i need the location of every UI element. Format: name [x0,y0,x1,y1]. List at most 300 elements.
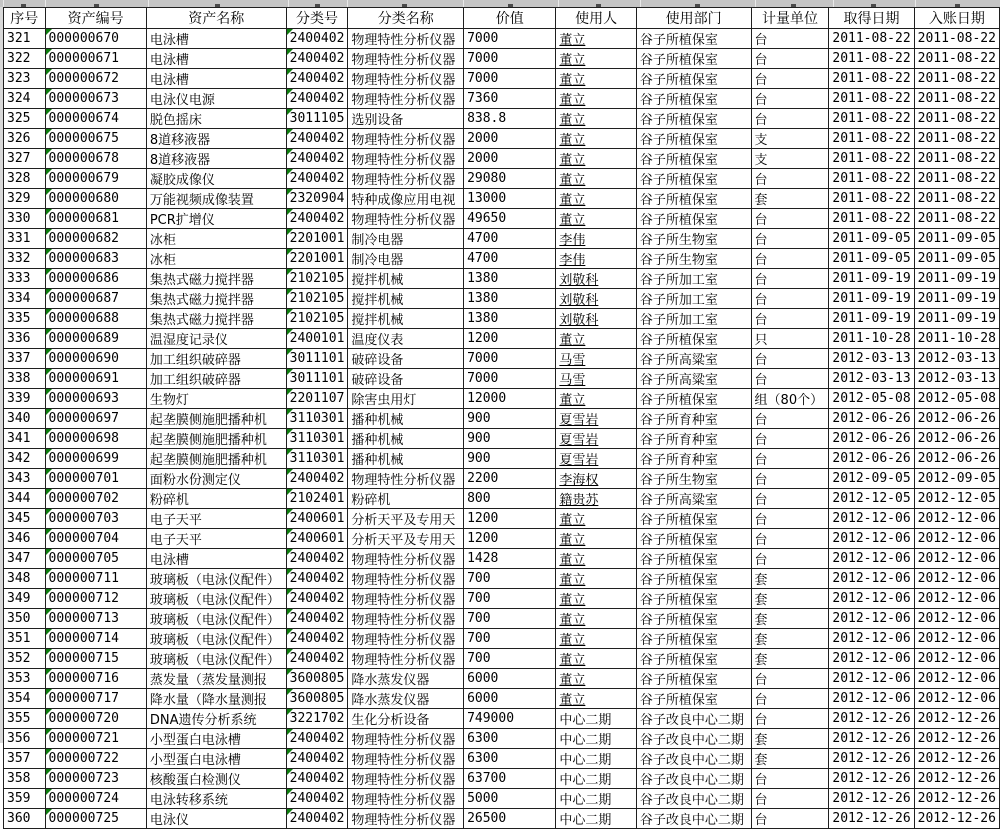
cell-entry-date[interactable] [914,469,999,489]
cell-unit[interactable] [751,269,829,289]
cell-user[interactable] [556,369,636,389]
cell-asset-name[interactable] [146,609,286,629]
cell-entry-date[interactable] [914,369,999,389]
cell-acquire-date[interactable] [829,89,914,109]
cell-value[interactable] [464,569,556,589]
cell-acquire-date[interactable] [829,709,914,729]
cell-serial[interactable] [4,609,46,629]
cell-serial[interactable] [4,669,46,689]
cell-unit[interactable] [751,429,829,449]
cell-acquire-date[interactable] [829,409,914,429]
cell-asset-id[interactable] [45,369,146,389]
cell-acquire-date[interactable] [829,489,914,509]
cell-asset-name[interactable] [146,789,286,809]
cell-serial[interactable] [4,689,46,709]
cell-entry-date[interactable] [914,589,999,609]
cell-entry-date[interactable] [914,489,999,509]
cell-unit[interactable] [751,109,829,129]
cell-user[interactable] [556,549,636,569]
cell-asset-id[interactable] [45,529,146,549]
cell-unit[interactable] [751,569,829,589]
cell-serial[interactable] [4,489,46,509]
header-asset-id[interactable]: 资产编号 [45,8,146,29]
cell-acquire-date[interactable] [829,209,914,229]
cell-acquire-date[interactable] [829,789,914,809]
cell-value[interactable] [464,249,556,269]
cell-class-name[interactable] [348,289,464,309]
cell-entry-date[interactable] [914,229,999,249]
cell-class-no[interactable] [286,109,348,129]
cell-user[interactable] [556,29,636,49]
cell-dept[interactable] [636,549,751,569]
cell-asset-name[interactable] [146,509,286,529]
cell-asset-id[interactable] [45,669,146,689]
cell-class-no[interactable] [286,229,348,249]
cell-asset-name[interactable] [146,109,286,129]
cell-class-no[interactable] [286,709,348,729]
cell-serial[interactable] [4,429,46,449]
cell-acquire-date[interactable] [829,549,914,569]
cell-asset-name[interactable] [146,549,286,569]
cell-class-name[interactable] [348,229,464,249]
cell-value[interactable] [464,669,556,689]
cell-class-no[interactable] [286,809,348,829]
cell-unit[interactable] [751,129,829,149]
cell-class-name[interactable] [348,609,464,629]
cell-asset-id[interactable] [45,409,146,429]
cell-value[interactable] [464,809,556,829]
cell-user[interactable] [556,669,636,689]
cell-entry-date[interactable] [914,89,999,109]
cell-class-name[interactable] [348,549,464,569]
cell-dept[interactable] [636,49,751,69]
cell-acquire-date[interactable] [829,669,914,689]
cell-entry-date[interactable] [914,69,999,89]
cell-unit[interactable] [751,589,829,609]
cell-serial[interactable] [4,709,46,729]
cell-value[interactable] [464,589,556,609]
cell-serial[interactable] [4,649,46,669]
cell-user[interactable] [556,769,636,789]
cell-value[interactable] [464,209,556,229]
cell-user[interactable] [556,449,636,469]
cell-dept[interactable] [636,669,751,689]
cell-asset-id[interactable] [45,289,146,309]
cell-serial[interactable] [4,229,46,249]
cell-user[interactable] [556,349,636,369]
cell-dept[interactable] [636,169,751,189]
cell-serial[interactable] [4,549,46,569]
cell-entry-date[interactable] [914,289,999,309]
cell-serial[interactable] [4,469,46,489]
cell-class-name[interactable] [348,629,464,649]
cell-class-no[interactable] [286,409,348,429]
cell-acquire-date[interactable] [829,49,914,69]
cell-user[interactable] [556,589,636,609]
cell-dept[interactable] [636,689,751,709]
cell-asset-name[interactable] [146,469,286,489]
cell-value[interactable] [464,169,556,189]
cell-unit[interactable] [751,509,829,529]
cell-serial[interactable] [4,209,46,229]
cell-unit[interactable] [751,389,829,409]
cell-acquire-date[interactable] [829,129,914,149]
cell-class-no[interactable] [286,129,348,149]
cell-entry-date[interactable] [914,529,999,549]
cell-value[interactable] [464,369,556,389]
cell-unit[interactable] [751,409,829,429]
cell-value[interactable] [464,49,556,69]
cell-unit[interactable] [751,489,829,509]
cell-entry-date[interactable] [914,189,999,209]
cell-asset-id[interactable] [45,709,146,729]
cell-value[interactable] [464,269,556,289]
cell-acquire-date[interactable] [829,589,914,609]
cell-asset-id[interactable] [45,729,146,749]
cell-user[interactable] [556,469,636,489]
cell-asset-name[interactable] [146,169,286,189]
cell-dept[interactable] [636,649,751,669]
cell-dept[interactable] [636,369,751,389]
cell-class-name[interactable] [348,69,464,89]
cell-user[interactable] [556,709,636,729]
cell-class-no[interactable] [286,669,348,689]
cell-class-name[interactable] [348,509,464,529]
cell-asset-id[interactable] [45,629,146,649]
cell-value[interactable] [464,769,556,789]
cell-asset-id[interactable] [45,569,146,589]
cell-asset-id[interactable] [45,809,146,829]
cell-class-no[interactable] [286,289,348,309]
cell-acquire-date[interactable] [829,769,914,789]
cell-user[interactable] [556,609,636,629]
cell-serial[interactable] [4,569,46,589]
cell-user[interactable] [556,749,636,769]
cell-user[interactable] [556,489,636,509]
cell-acquire-date[interactable] [829,109,914,129]
cell-serial[interactable] [4,589,46,609]
cell-class-name[interactable] [348,569,464,589]
cell-asset-id[interactable] [45,249,146,269]
cell-unit[interactable] [751,329,829,349]
cell-entry-date[interactable] [914,49,999,69]
cell-asset-id[interactable] [45,609,146,629]
cell-dept[interactable] [636,709,751,729]
cell-user[interactable] [556,149,636,169]
cell-asset-name[interactable] [146,489,286,509]
cell-serial[interactable] [4,449,46,469]
cell-serial[interactable] [4,149,46,169]
cell-class-no[interactable] [286,29,348,49]
cell-value[interactable] [464,229,556,249]
cell-class-name[interactable] [348,669,464,689]
cell-entry-date[interactable] [914,809,999,829]
cell-class-name[interactable] [348,769,464,789]
cell-entry-date[interactable] [914,749,999,769]
cell-acquire-date[interactable] [829,189,914,209]
cell-value[interactable] [464,289,556,309]
cell-dept[interactable] [636,269,751,289]
header-dept[interactable]: 使用部门 [636,8,751,29]
cell-value[interactable] [464,729,556,749]
cell-value[interactable] [464,449,556,469]
cell-dept[interactable] [636,29,751,49]
cell-class-no[interactable] [286,309,348,329]
cell-asset-name[interactable] [146,149,286,169]
cell-dept[interactable] [636,529,751,549]
cell-entry-date[interactable] [914,29,999,49]
cell-entry-date[interactable] [914,669,999,689]
cell-value[interactable] [464,689,556,709]
cell-class-no[interactable] [286,329,348,349]
cell-serial[interactable] [4,749,46,769]
cell-acquire-date[interactable] [829,569,914,589]
header-unit[interactable]: 计量单位 [751,8,829,29]
cell-value[interactable] [464,109,556,129]
cell-class-no[interactable] [286,529,348,549]
cell-asset-name[interactable] [146,289,286,309]
cell-entry-date[interactable] [914,429,999,449]
cell-class-no[interactable] [286,729,348,749]
cell-unit[interactable] [751,549,829,569]
cell-class-name[interactable] [348,189,464,209]
cell-entry-date[interactable] [914,449,999,469]
cell-class-name[interactable] [348,489,464,509]
cell-user[interactable] [556,529,636,549]
cell-class-no[interactable] [286,269,348,289]
cell-user[interactable] [556,49,636,69]
cell-acquire-date[interactable] [829,449,914,469]
cell-entry-date[interactable] [914,389,999,409]
cell-class-name[interactable] [348,129,464,149]
cell-class-no[interactable] [286,209,348,229]
cell-serial[interactable] [4,349,46,369]
cell-class-no[interactable] [286,489,348,509]
cell-class-name[interactable] [348,49,464,69]
cell-value[interactable] [464,549,556,569]
cell-class-no[interactable] [286,189,348,209]
cell-class-no[interactable] [286,69,348,89]
cell-serial[interactable] [4,389,46,409]
cell-dept[interactable] [636,149,751,169]
cell-asset-name[interactable] [146,309,286,329]
cell-asset-name[interactable] [146,449,286,469]
cell-class-no[interactable] [286,609,348,629]
cell-asset-id[interactable] [45,469,146,489]
cell-asset-name[interactable] [146,809,286,829]
cell-acquire-date[interactable] [829,329,914,349]
cell-dept[interactable] [636,329,751,349]
cell-entry-date[interactable] [914,689,999,709]
cell-serial[interactable] [4,789,46,809]
cell-class-name[interactable] [348,249,464,269]
cell-serial[interactable] [4,329,46,349]
cell-class-name[interactable] [348,469,464,489]
cell-asset-id[interactable] [45,689,146,709]
cell-value[interactable] [464,149,556,169]
cell-user[interactable] [556,429,636,449]
cell-user[interactable] [556,229,636,249]
cell-serial[interactable] [4,89,46,109]
cell-class-name[interactable] [348,269,464,289]
cell-serial[interactable] [4,309,46,329]
cell-asset-name[interactable] [146,209,286,229]
cell-acquire-date[interactable] [829,369,914,389]
cell-class-name[interactable] [348,449,464,469]
cell-asset-id[interactable] [45,209,146,229]
cell-acquire-date[interactable] [829,509,914,529]
cell-dept[interactable] [636,389,751,409]
cell-class-no[interactable] [286,549,348,569]
cell-acquire-date[interactable] [829,809,914,829]
cell-serial[interactable] [4,409,46,429]
cell-class-name[interactable] [348,209,464,229]
cell-entry-date[interactable] [914,309,999,329]
cell-acquire-date[interactable] [829,389,914,409]
cell-asset-id[interactable] [45,429,146,449]
cell-asset-name[interactable] [146,429,286,449]
cell-dept[interactable] [636,789,751,809]
cell-asset-name[interactable] [146,649,286,669]
cell-value[interactable] [464,429,556,449]
cell-dept[interactable] [636,249,751,269]
cell-user[interactable] [556,569,636,589]
header-value[interactable]: 价值 [464,8,556,29]
cell-entry-date[interactable] [914,709,999,729]
cell-class-name[interactable] [348,809,464,829]
cell-asset-id[interactable] [45,109,146,129]
cell-acquire-date[interactable] [829,529,914,549]
cell-asset-name[interactable] [146,89,286,109]
cell-value[interactable] [464,129,556,149]
cell-class-name[interactable] [348,409,464,429]
cell-asset-name[interactable] [146,389,286,409]
cell-unit[interactable] [751,209,829,229]
cell-class-no[interactable] [286,149,348,169]
cell-unit[interactable] [751,149,829,169]
cell-user[interactable] [556,189,636,209]
cell-value[interactable] [464,529,556,549]
cell-class-no[interactable] [286,429,348,449]
cell-entry-date[interactable] [914,629,999,649]
cell-asset-name[interactable] [146,589,286,609]
cell-serial[interactable] [4,189,46,209]
cell-value[interactable] [464,309,556,329]
cell-value[interactable] [464,789,556,809]
cell-serial[interactable] [4,769,46,789]
cell-acquire-date[interactable] [829,289,914,309]
cell-class-name[interactable] [348,649,464,669]
cell-class-name[interactable] [348,709,464,729]
header-asset-name[interactable]: 资产名称 [146,8,286,29]
cell-serial[interactable] [4,69,46,89]
cell-dept[interactable] [636,809,751,829]
cell-value[interactable] [464,489,556,509]
cell-class-no[interactable] [286,789,348,809]
cell-asset-id[interactable] [45,749,146,769]
cell-class-no[interactable] [286,469,348,489]
cell-class-no[interactable] [286,449,348,469]
cell-dept[interactable] [636,429,751,449]
cell-dept[interactable] [636,229,751,249]
cell-class-name[interactable] [348,369,464,389]
cell-unit[interactable] [751,769,829,789]
cell-value[interactable] [464,609,556,629]
cell-asset-name[interactable] [146,189,286,209]
cell-asset-name[interactable] [146,529,286,549]
cell-class-no[interactable] [286,349,348,369]
cell-entry-date[interactable] [914,249,999,269]
cell-unit[interactable] [751,709,829,729]
cell-dept[interactable] [636,749,751,769]
cell-dept[interactable] [636,509,751,529]
cell-class-name[interactable] [348,589,464,609]
cell-unit[interactable] [751,169,829,189]
cell-class-no[interactable] [286,389,348,409]
cell-class-no[interactable] [286,629,348,649]
cell-acquire-date[interactable] [829,609,914,629]
header-user[interactable]: 使用人 [556,8,636,29]
cell-user[interactable] [556,509,636,529]
cell-value[interactable] [464,749,556,769]
cell-asset-id[interactable] [45,229,146,249]
cell-serial[interactable] [4,249,46,269]
cell-serial[interactable] [4,369,46,389]
cell-asset-name[interactable] [146,629,286,649]
cell-asset-name[interactable] [146,349,286,369]
cell-asset-id[interactable] [45,589,146,609]
cell-class-name[interactable] [348,729,464,749]
cell-entry-date[interactable] [914,409,999,429]
cell-asset-name[interactable] [146,129,286,149]
cell-unit[interactable] [751,729,829,749]
cell-asset-name[interactable] [146,269,286,289]
cell-entry-date[interactable] [914,109,999,129]
cell-acquire-date[interactable] [829,729,914,749]
cell-asset-id[interactable] [45,789,146,809]
cell-asset-id[interactable] [45,389,146,409]
cell-entry-date[interactable] [914,149,999,169]
cell-user[interactable] [556,309,636,329]
cell-serial[interactable] [4,509,46,529]
cell-unit[interactable] [751,309,829,329]
cell-class-no[interactable] [286,369,348,389]
cell-acquire-date[interactable] [829,689,914,709]
cell-unit[interactable] [751,249,829,269]
cell-class-name[interactable] [348,749,464,769]
cell-user[interactable] [556,809,636,829]
cell-value[interactable] [464,649,556,669]
cell-acquire-date[interactable] [829,269,914,289]
cell-acquire-date[interactable] [829,429,914,449]
cell-asset-name[interactable] [146,249,286,269]
cell-asset-name[interactable] [146,729,286,749]
cell-serial[interactable] [4,809,46,829]
cell-unit[interactable] [751,649,829,669]
header-class-no[interactable]: 分类号 [286,8,348,29]
cell-dept[interactable] [636,569,751,589]
cell-dept[interactable] [636,129,751,149]
cell-unit[interactable] [751,529,829,549]
cell-user[interactable] [556,329,636,349]
header-acquire-date[interactable]: 取得日期 [829,8,914,29]
cell-user[interactable] [556,69,636,89]
cell-unit[interactable] [751,809,829,829]
cell-unit[interactable] [751,89,829,109]
cell-acquire-date[interactable] [829,229,914,249]
cell-class-no[interactable] [286,169,348,189]
cell-class-no[interactable] [286,749,348,769]
